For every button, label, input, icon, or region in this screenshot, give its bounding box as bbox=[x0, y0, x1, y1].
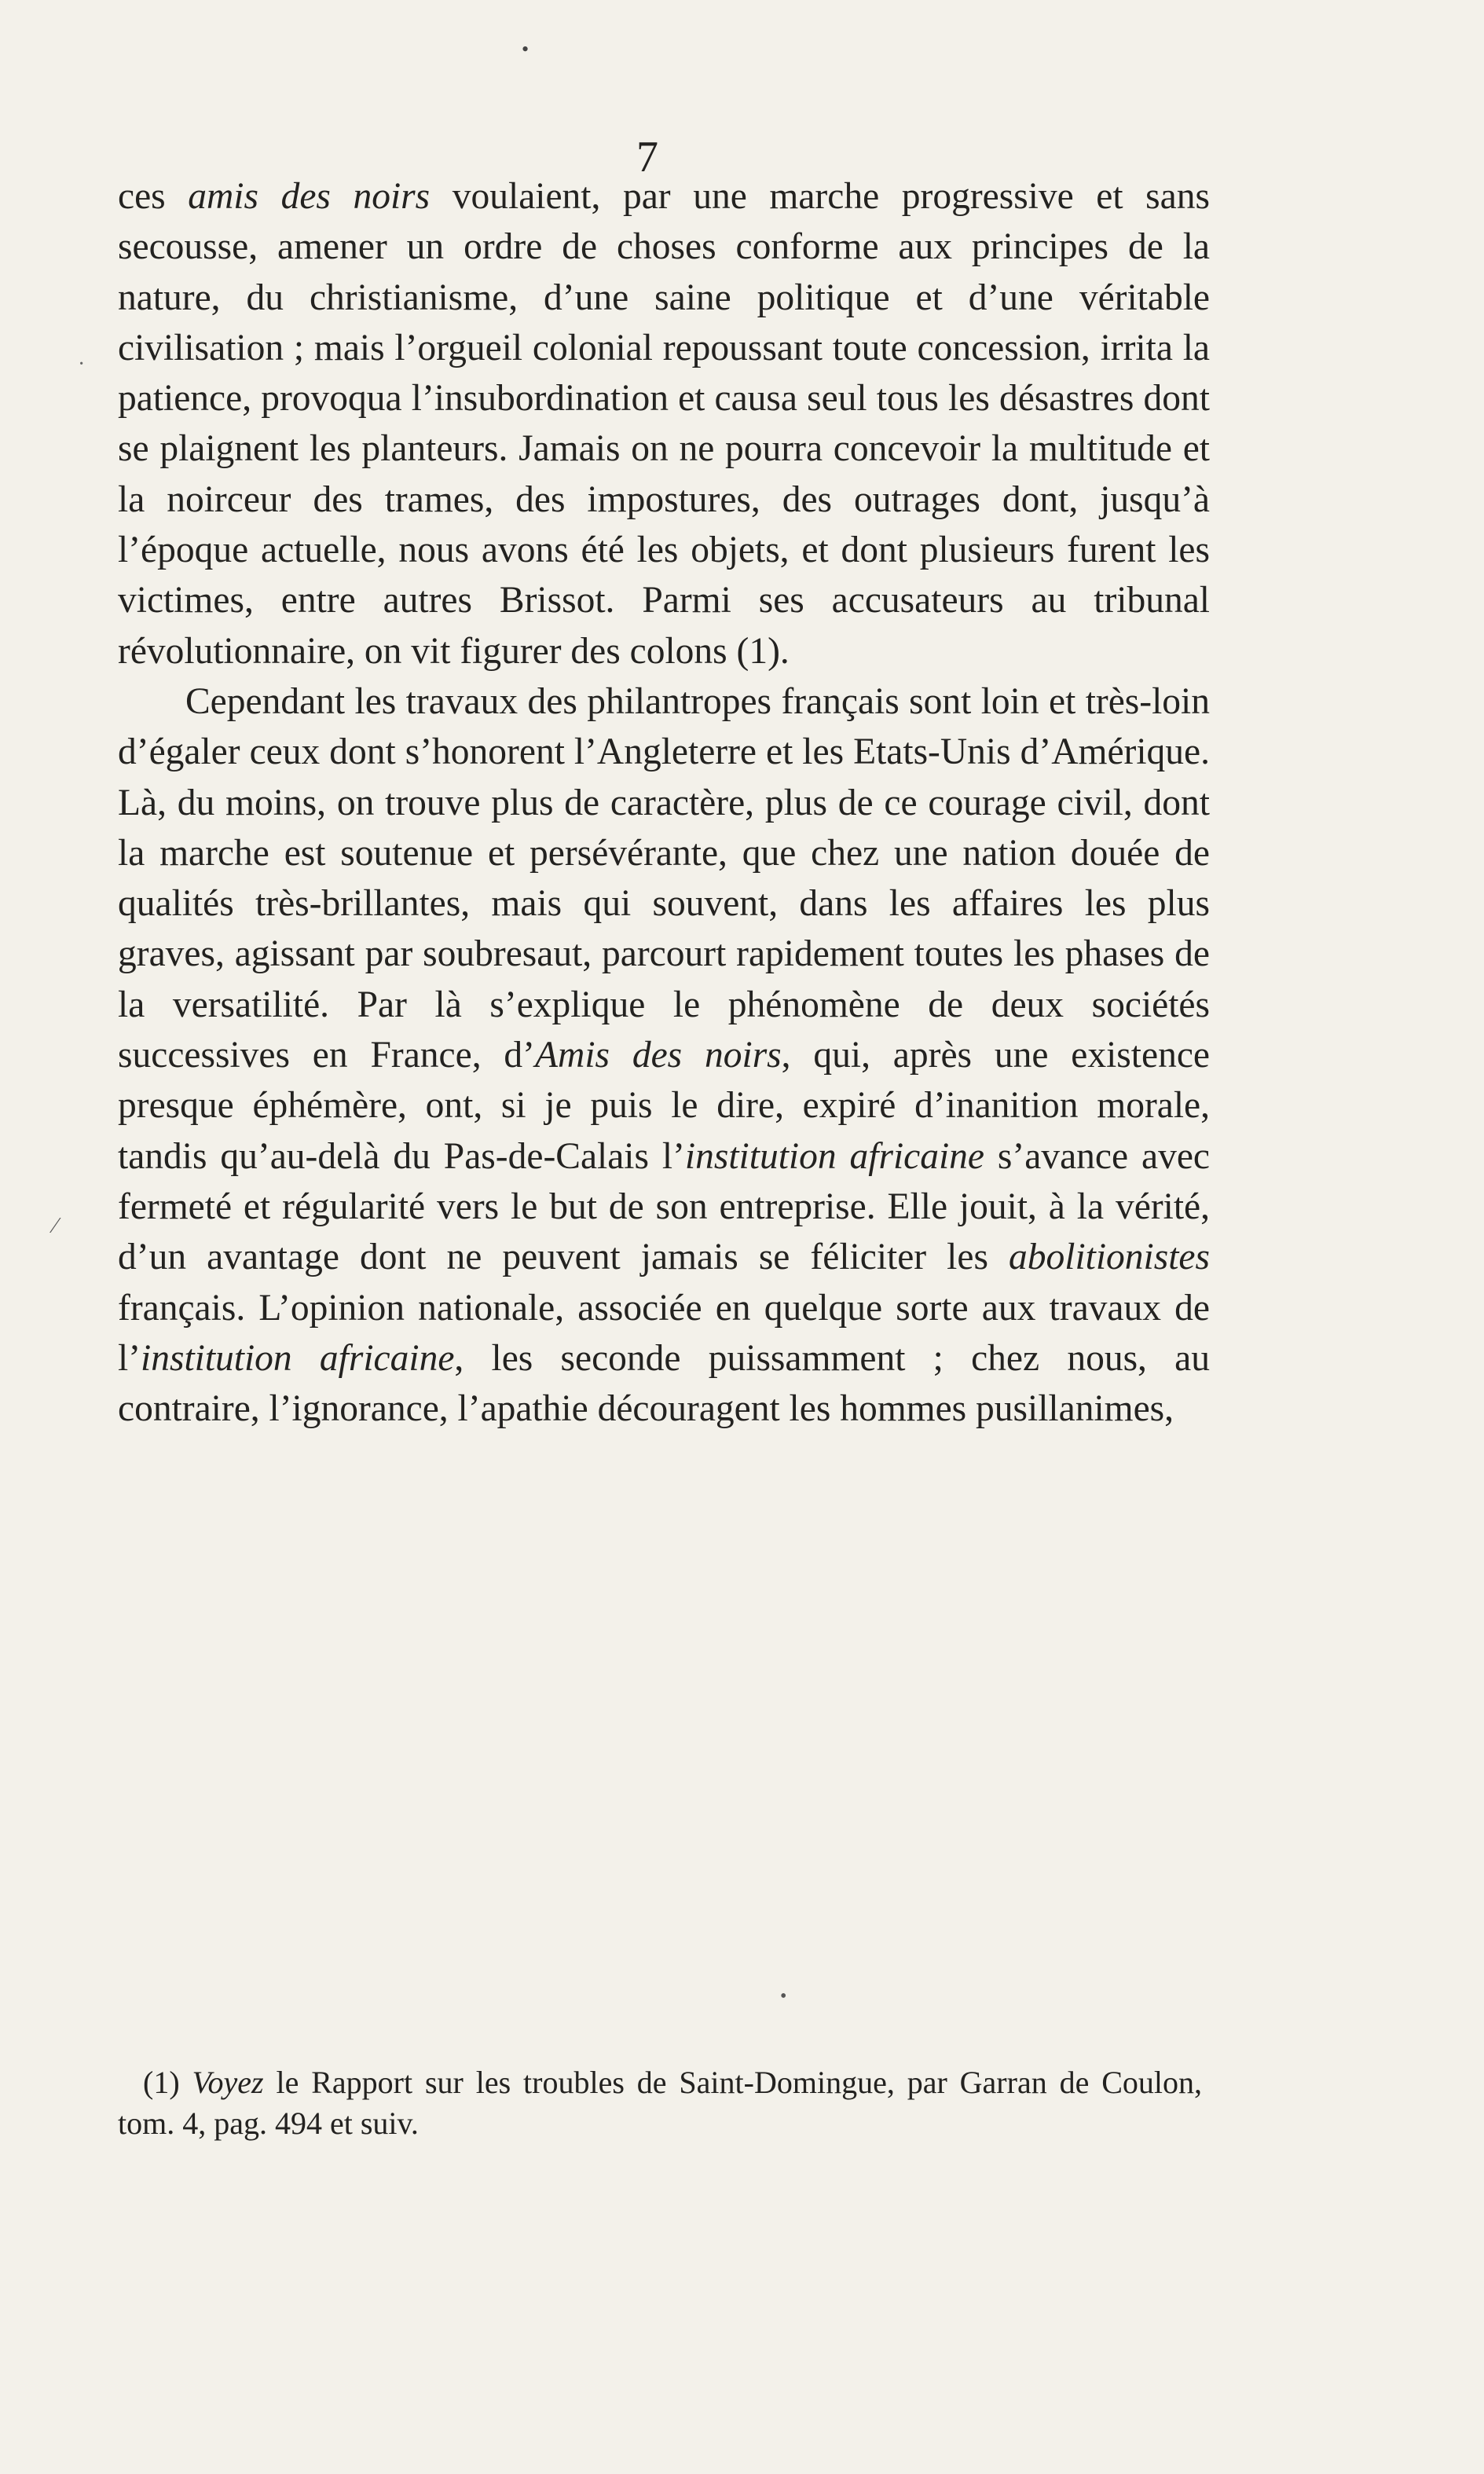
margin-dot-mark: · bbox=[78, 352, 86, 376]
page-number: 7 bbox=[636, 133, 658, 181]
italic-text-segment: abolitionistes bbox=[1009, 1237, 1210, 1278]
text-segment: , les seconde puissamment ; chez nous, au contraire, l’ignorance, l’apathie découragent les hommes pusillanimes, bbox=[118, 1337, 1210, 1430]
text-segment: (1) bbox=[143, 2065, 192, 2100]
italic-text-segment: amis des noirs bbox=[188, 176, 431, 217]
italic-text-segment: institution africaine bbox=[141, 1337, 455, 1379]
text-segment: s’avance avec fermeté et régularité vers le but de son entreprise. Elle jouit, à la vérité, d’un avantage dont ne peuvent jamais se féliciter les bbox=[118, 1135, 1210, 1278]
italic-text-segment: Voyez bbox=[192, 2065, 264, 2100]
bottom-ink-mark: • bbox=[780, 1986, 787, 2007]
paragraph bbox=[118, 676, 1210, 1434]
italic-text-segment: institution africaine bbox=[684, 1135, 985, 1177]
margin-tick-mark: ⁄ bbox=[53, 1214, 57, 1238]
italic-text-segment: Amis des noirs bbox=[535, 1035, 782, 1076]
text-segment: ces bbox=[118, 176, 189, 217]
text-segment: Cependant les travaux des philantropes français sont loin et très-loin d’égaler ceux dont s’honorent l’Angleterre et les Etats-Unis d’Amérique. Là, du moins, on trouve plus de caractère, plus de ce courage civil, dont la marche est soutenue et persévérante, que chez une nation douée de qualités très-brillantes, mais qui souvent, dans les affaires les plus graves, agissant par soubresaut, parcourt rapidement toutes les phases de la versatilité. Par là s’explique le phénomène de deux sociétés successives en France, d’ bbox=[118, 680, 1210, 1076]
text-segment: , qui, après une existence presque éphémère, ont, si je puis le dire, expiré d’inanition morale, tandis qu’au-delà du Pas-de-Calais l’ bbox=[118, 1035, 1210, 1177]
text-segment: le Rapport sur les troubles de Saint-Domingue, par Garran de Coulon, tom. 4, pag. 494 et suiv. bbox=[118, 2065, 1203, 2141]
footnote bbox=[118, 2062, 1202, 2144]
text-segment: voulaient, par une marche progressive et sans secousse, amener un ordre de choses conforme aux principes de la nature, du christianisme, d’une saine politique et d’une véritable civilisation ; mais l’orgueil colonial repoussant toute concession, irrita la patience, provoqua l’insubordination et causa seul tous les désastres dont se plaignent les planteurs. Jamais on ne pourra concevoir la multitude et la noirceur des trames, des impostures, des outrages dont, jusqu’à l’époque actuelle, nous avons été les objets, et dont plusieurs furent les victimes, entre autres Brissot. Parmi ses accusateurs au tribunal révolutionnaire, on vit figurer des colons (1). bbox=[118, 176, 1210, 672]
top-ink-mark: • bbox=[522, 38, 529, 60]
footnote-text bbox=[118, 2062, 1202, 2144]
body-text bbox=[118, 171, 1210, 1434]
text-segment: français. L’opinion nationale, associée en quelque sorte aux travaux de l’ bbox=[118, 1287, 1210, 1379]
paragraph bbox=[118, 171, 1210, 676]
